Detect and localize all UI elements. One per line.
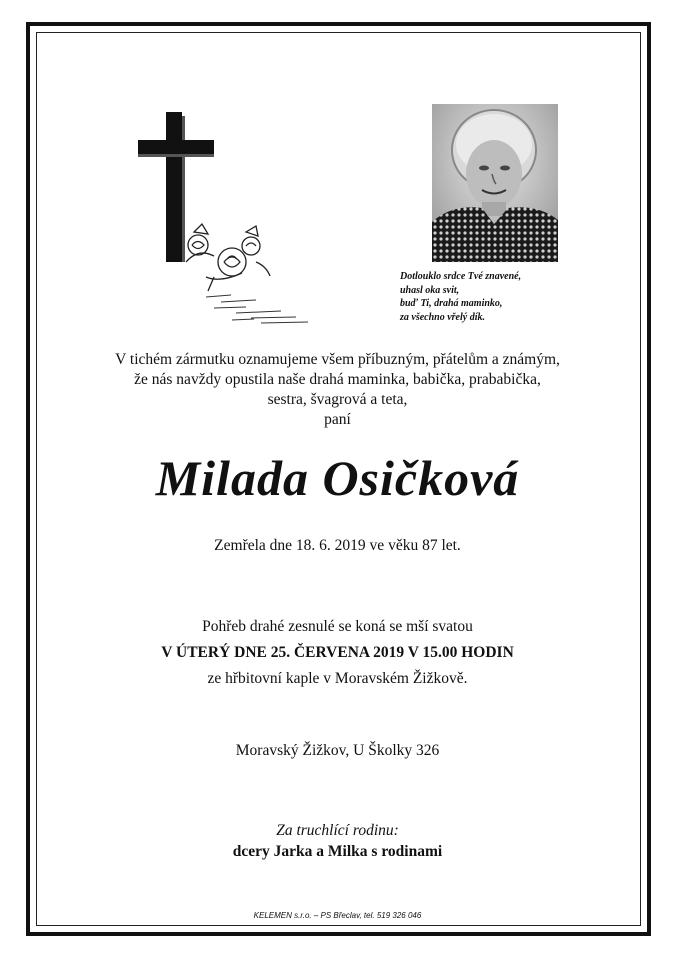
deceased-name: Milada Osičková [155,450,520,506]
verse-line: buď Ti, drahá maminko, [400,298,503,309]
verse-line: za všechno vřelý dík. [400,311,485,323]
death-notice: Zemřela dne 18. 6. 2019 ve věku 87 let. [214,537,461,554]
verse-line: Dotlouklo srdce Tvé znavené, [400,271,522,282]
family-signature [60,820,615,862]
footer-imprint: KELEMEN s.r.o. – PS Břeclav, tel. 519 326 046 [253,911,422,920]
cross-with-roses-icon [136,112,316,332]
intro-line: V tichém zármutku oznamujeme všem příbuzným, přátelům a známým, [115,351,560,368]
funeral-info [60,614,615,692]
intro-line: sestra, švagrová a teta, [267,391,408,408]
intro-line: že nás navždy opustila naše drahá maminka, babička, prababička, [134,371,541,388]
memorial-verse [400,270,600,324]
verse-line: uhasl oka svit, [400,284,460,296]
funeral-date-time: V ÚTERÝ DNE 25. ČERVENA 2019 V 15.00 HODIN [161,644,514,661]
funeral-place: ze hřbitovní kaple v Moravském Žižkově. [207,670,468,687]
family-label: Za truchlící rodinu: [276,822,399,839]
intro-line: paní [324,411,351,428]
announcement-intro [60,350,615,430]
address: Moravský Žižkov, U Školky 326 [235,742,440,759]
portrait-photo [432,104,558,262]
family-names: dcery Jarka a Milka s rodinami [232,843,443,860]
funeral-line: Pohřeb drahé zesnulé se koná se mší svatou [202,618,473,635]
